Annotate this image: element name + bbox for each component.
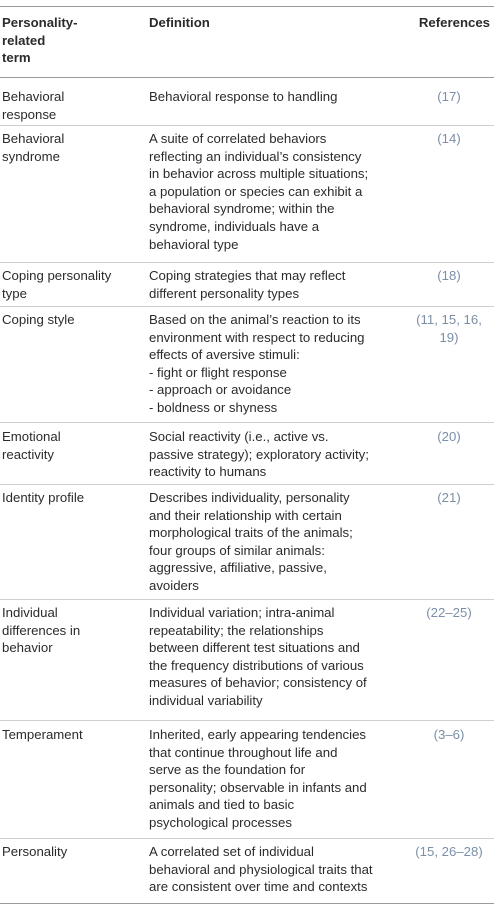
row-divider <box>0 306 494 307</box>
row-definition: A correlated set of individual behavioral and physiological traits that are consistent over time and contexts <box>149 844 373 895</box>
row-divider <box>0 125 494 126</box>
row-definition: Individual variation; intra-animal repeatability; the relationships between different test situations and the frequency distributions of various measures of behavior; consistency of individual variability <box>149 605 367 708</box>
row-references: (22–25) <box>426 605 472 620</box>
row-term: Individual differences in behavior <box>2 605 81 656</box>
row-references: (11, 15, 16, 19) <box>416 312 482 345</box>
row-divider <box>0 599 494 600</box>
header-references: References <box>418 15 490 30</box>
header-definition: Definition <box>149 15 210 30</box>
row-references: (21) <box>437 490 461 505</box>
row-references: (18) <box>437 268 461 283</box>
row-term: Coping style <box>2 312 75 327</box>
row-definition: Inherited, early appearing tendencies that continue throughout life and serve as the foundation for personality; observable in infants and animals and tied to basic psychological processes <box>149 727 367 830</box>
row-divider <box>0 720 494 721</box>
row-references: (15, 26–28) <box>415 844 483 859</box>
table-bottom-rule <box>0 903 494 904</box>
row-definition: A suite of correlated behaviors reflecting an individual’s consistency in behavior across multiple situations; a population or species can exhibit a behavioral syndrome; within the syndrome, individuals have a behavioral type <box>149 131 369 252</box>
row-definition: Behavioral response to handling <box>149 89 338 104</box>
row-term: Coping personality type <box>2 268 112 301</box>
row-term: Emotional reactivity <box>2 429 61 462</box>
header-bottom-rule <box>0 77 494 78</box>
row-divider <box>0 484 494 485</box>
row-references: (14) <box>437 131 461 146</box>
row-references: (20) <box>437 429 461 444</box>
row-divider <box>0 838 494 839</box>
table-top-rule <box>0 6 494 7</box>
row-term: Identity profile <box>2 490 85 505</box>
row-definition: Coping strategies that may reflect different personality types <box>149 268 346 301</box>
row-definition: Describes individuality, personality and their relationship with certain morphological traits of the animals; four groups of similar animals: aggressive, affiliative, passive, avoiders <box>149 490 353 593</box>
row-references: (17) <box>437 89 461 104</box>
row-references: (3–6) <box>433 727 465 742</box>
header-term: Personality- related term <box>2 15 78 66</box>
row-term: Behavioral response <box>2 89 65 122</box>
row-term: Temperament <box>2 727 83 742</box>
row-divider <box>0 422 494 423</box>
row-term: Behavioral syndrome <box>2 131 65 164</box>
row-term: Personality <box>2 844 68 859</box>
row-definition: Based on the animal’s reaction to its environment with respect to reducing effects of aversive stimuli: - fight or flight response - approach or avoidance - boldness or shyness <box>149 312 365 415</box>
row-divider <box>0 262 494 263</box>
row-definition: Social reactivity (i.e., active vs. passive strategy); exploratory activity; reactivity to humans <box>149 429 369 480</box>
